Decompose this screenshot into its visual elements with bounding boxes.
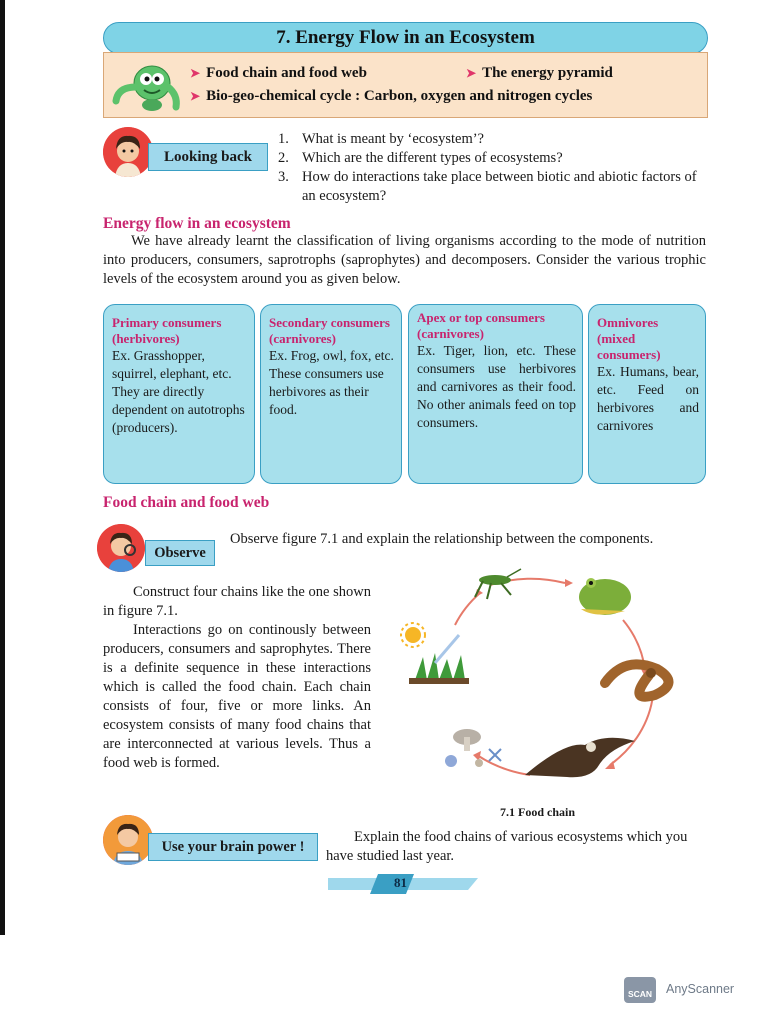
secondary-consumers-box: Secondary consumers (carnivores) Ex. Frog, owl, fox, etc. These consumers use herbivores as their food.	[260, 304, 402, 484]
looking-back-questions	[278, 130, 708, 206]
figure-caption: 7.1 Food chain	[500, 805, 576, 819]
list-item: 3. How do interactions take place between biotic and abiotic factors of an ecosystem?	[278, 169, 697, 204]
observe-label: Observe	[145, 540, 215, 566]
food-chain-paragraph-1: Construct four chains like the one shown in figure 7.1.	[103, 584, 371, 619]
mascot-icon	[112, 57, 182, 113]
apex-consumers-box: Apex or top consumers (carnivores) Ex. Tiger, lion, etc. These consumers use herbivores and carnivores as their food. No other animals feed on top consumers.	[408, 304, 583, 484]
student-thinking-icon	[103, 815, 153, 865]
scanner-brand-name: AnyScanner	[666, 982, 735, 996]
list-item: 1. What is meant by ‘ecosystem’?	[278, 131, 484, 147]
food-chain-figure	[395, 565, 695, 797]
topic-cycles: ➤ Bio-geo-chemical cycle : Carbon, oxygen and nitrogen cycles	[190, 88, 593, 104]
page-number: 81	[394, 875, 407, 890]
arrow-icon: ➤	[190, 66, 201, 80]
sun-icon	[401, 623, 425, 647]
decomposers-icon	[445, 729, 501, 767]
food-chain-heading: Food chain and food web	[103, 494, 270, 511]
list-item: 2. Which are the different types of ecosystems?	[278, 150, 563, 166]
topic-energy-pyramid: ➤ The energy pyramid	[466, 65, 613, 81]
student-observe-icon	[97, 524, 145, 572]
food-chain-paragraph-2: Interactions go on continously between producers, consumers and saprophytes. There is a definite sequence in these interactions which is called the food chain. Each chain consists of four, five or more links. An ecosystem consists of many food chains that are interconnected at various levels. Thus a food web is formed.	[103, 622, 371, 771]
brain-power-label: Use your brain power !	[148, 833, 318, 861]
arrow-icon: ➤	[466, 66, 477, 80]
scanner-watermark	[624, 977, 744, 1003]
brain-power-text: Explain the food chains of various ecosystems which you have studied last year.	[326, 829, 688, 864]
energy-flow-paragraph: We have already learnt the classification of living organisms according to the mode of nutrition into producers, consumers, saprotrophs (saprophytes) and decomposers. Consider the various trophic levels of the ecosystem around you as given below.	[103, 233, 706, 287]
primary-consumers-box: Primary consumers (herbivores) Ex. Grasshopper, squirrel, elephant, etc. They are directly dependent on autotrophs (producers).	[103, 304, 255, 484]
grass-icon	[409, 635, 469, 684]
energy-flow-heading: Energy flow in an ecosystem	[103, 215, 291, 232]
snake-icon	[605, 664, 669, 696]
scanner-logo-icon: SCAN	[624, 977, 656, 1003]
omnivores-box: Omnivores (mixed consumers) Ex. Humans, bear, etc. Feed on herbivores and carnivores	[588, 304, 706, 484]
arrow-icon: ➤	[190, 89, 201, 103]
student-avatar-icon	[103, 127, 153, 177]
frog-icon	[579, 578, 631, 615]
scan-edge-bar	[0, 0, 5, 935]
chapter-title: 7. Energy Flow in an Ecosystem	[103, 22, 708, 54]
topic-food-chain: ➤ Food chain and food web	[190, 65, 367, 81]
looking-back-label: Looking back	[148, 143, 268, 171]
topics-box	[103, 52, 708, 118]
grasshopper-icon	[475, 569, 521, 599]
observe-instruction: Observe figure 7.1 and explain the relationship between the components.	[230, 531, 654, 547]
